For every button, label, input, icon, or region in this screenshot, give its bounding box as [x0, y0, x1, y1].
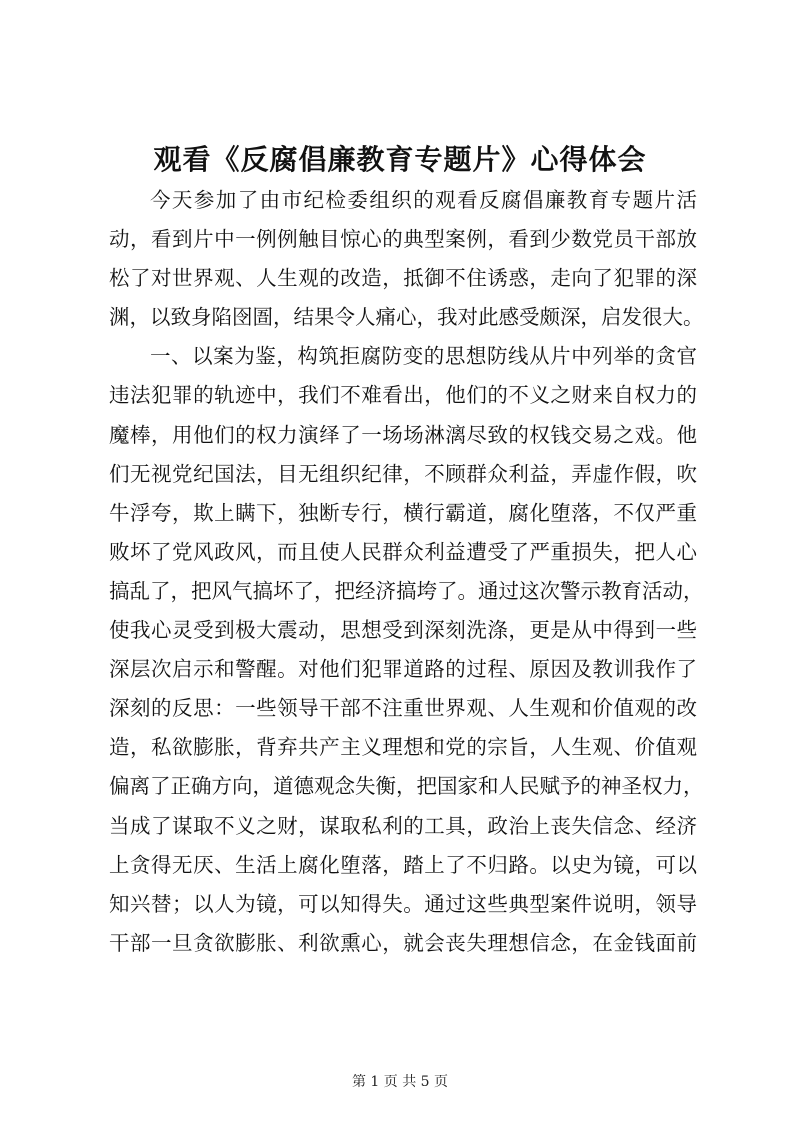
paragraph-2-line-4: 们无视党纪国法，目无组织纪律，不顾群众利益，弄虚作假，吹 [109, 461, 697, 486]
paragraph-2-line-12: 偏离了正确方向，道德观念失衡，把国家和人民赋予的神圣权力， [109, 774, 704, 799]
paragraph-2-line-6: 败坏了党风政风，而且使人民群众利益遭受了严重损失，把人心 [109, 539, 697, 564]
paragraph-2-line-3: 魔棒，用他们的权力演绎了一场场淋漓尽致的权钱交易之戏。他 [109, 422, 697, 447]
paragraph-1-line-1: 今天参加了由市纪检委组织的观看反腐倡廉教育专题片活 [150, 188, 697, 212]
paragraph-1-line-3: 松了对世界观、人生观的改造，抵御不住诱惑，走向了犯罪的深 [109, 266, 697, 291]
paragraph-2-line-5: 牛浮夸，欺上瞒下，独断专行，横行霸道，腐化堕落，不仅严重 [109, 500, 697, 525]
paragraph-2-line-1: 一、以案为鉴，构筑拒腐防变的思想防线从片中列举的贪官 [150, 344, 697, 369]
paragraph-2-line-15: 知兴替；以人为镜，可以知得失。通过这些典型案件说明，领导 [109, 891, 697, 916]
paragraph-2-line-16: 干部一旦贪欲膨胀、利欲熏心，就会丧失理想信念，在金钱面前 [109, 930, 697, 955]
paragraph-2-line-14: 上贪得无厌、生活上腐化堕落，踏上了不归路。以史为镜，可以 [109, 852, 697, 877]
paragraph-2-line-9: 深层次启示和警醒。对他们犯罪道路的过程、原因及教训我作了 [109, 657, 697, 682]
paragraph-2-line-8: 使我心灵受到极大震动，思想受到深刻洗涤，更是从中得到一些 [109, 618, 697, 643]
paragraph-2-line-7: 搞乱了，把风气搞坏了，把经济搞垮了。通过这次警示教育活动， [109, 578, 704, 603]
paragraph-1-line-2: 动，看到片中一例例触目惊心的典型案例，看到少数党员干部放 [109, 227, 697, 252]
document-title: 观看《反腐倡廉教育专题片》心得体会 [153, 143, 647, 176]
document-body [109, 181, 704, 963]
paragraph-2-line-13: 当成了谋取不义之财，谋取私利的工具，政治上丧失信念、经济 [109, 813, 697, 838]
paragraph-2-line-2: 违法犯罪的轨迹中，我们不难看出，他们的不义之财来自权力的 [109, 383, 697, 408]
page-number-footer: 第 1 页 共 5 页 [351, 1074, 449, 1090]
paragraph-2-line-10: 深刻的反思：一些领导干部不注重世界观、人生观和价值观的改 [109, 696, 697, 721]
paragraph-1-line-4: 渊，以致身陷囹圄，结果令人痛心，我对此感受颇深，启发很大。 [109, 305, 704, 330]
paragraph-2-line-11: 造，私欲膨胀，背弃共产主义理想和党的宗旨，人生观、价值观 [109, 735, 697, 760]
